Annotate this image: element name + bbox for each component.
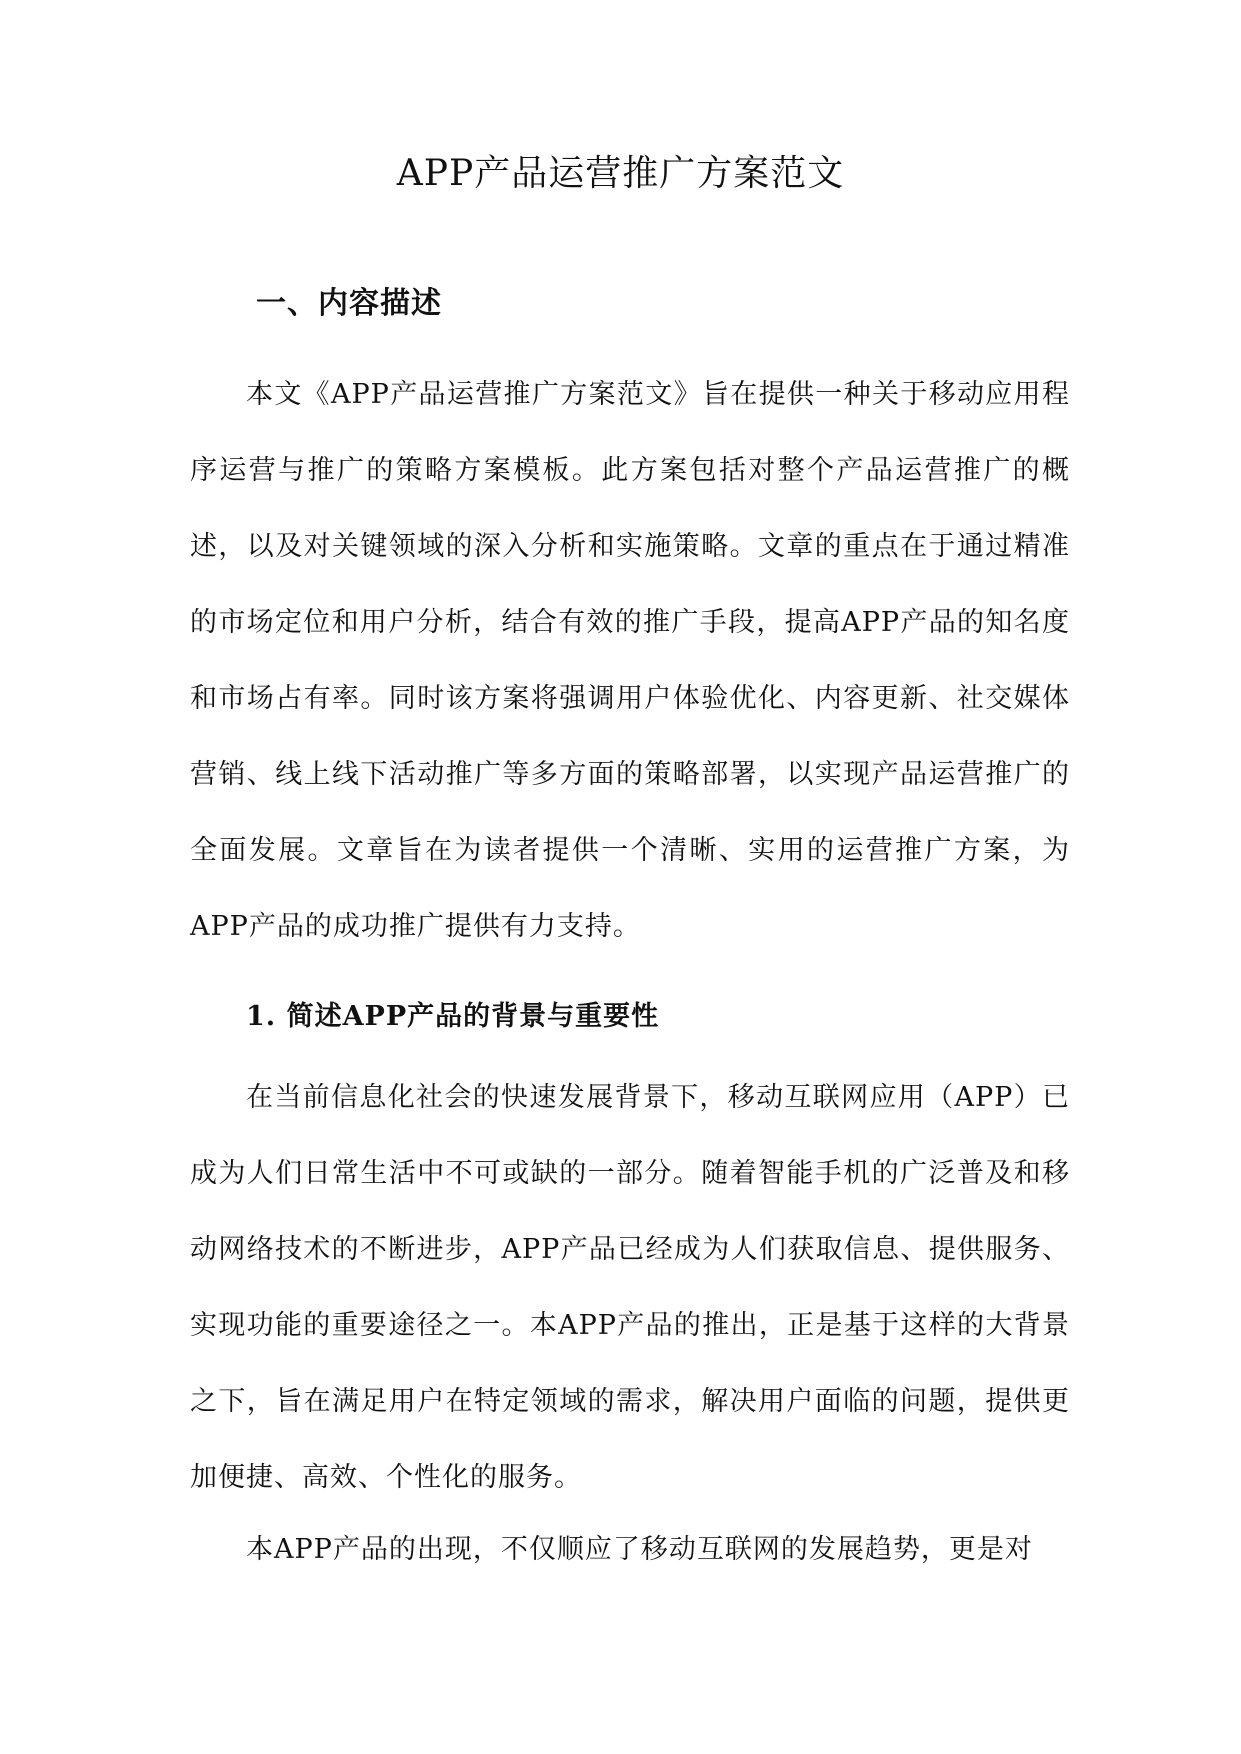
section-heading-content-description: 一、内容描述 — [256, 286, 442, 321]
section-paragraph-content-description: 本文《APP产品运营推广方案范文》旨在提供一种关于移动应用程序运营与推广的策略方案模板。此方案包括对整个产品运营推广的概述，以及对关键领域的深入分析和实施策略。文章的重点在于通过精准的市场定位和用户分析，结合有效的推广手段，提高APP产品的知名度和市场占有率。同时该方案将强调用户体验优化、内容更新、社交媒体营销、线上线下活动推广等多方面的策略部署，以实现产品运营推广的全面发展。文章旨在为读者提供一个清晰、实用的运营推广方案，为APP产品的成功推广提供有力支持。 — [190, 379, 1070, 942]
subsection-paragraph-background-2: 本APP产品的出现，不仅顺应了移动互联网的发展趋势，更是对 — [246, 1534, 1033, 1565]
subsection-heading-background: 1. 简述APP产品的背景与重要性 — [246, 1001, 660, 1032]
subsection-paragraph-background-1: 在当前信息化社会的快速发展背景下，移动互联网应用（APP）已成为人们日常生活中不可或缺的一部分。随着智能手机的广泛普及和移动网络技术的不断进步，APP产品已经成为人们获取信息、提供服务、实现功能的重要途径之一。本APP产品的推出，正是基于这样的大背景之下，旨在满足用户在特定领域的需求，解决用户面临的问题，提供更加便捷、高效、个性化的服务。 — [190, 1082, 1070, 1493]
document-title: APP产品运营推广方案范文 — [396, 153, 845, 194]
